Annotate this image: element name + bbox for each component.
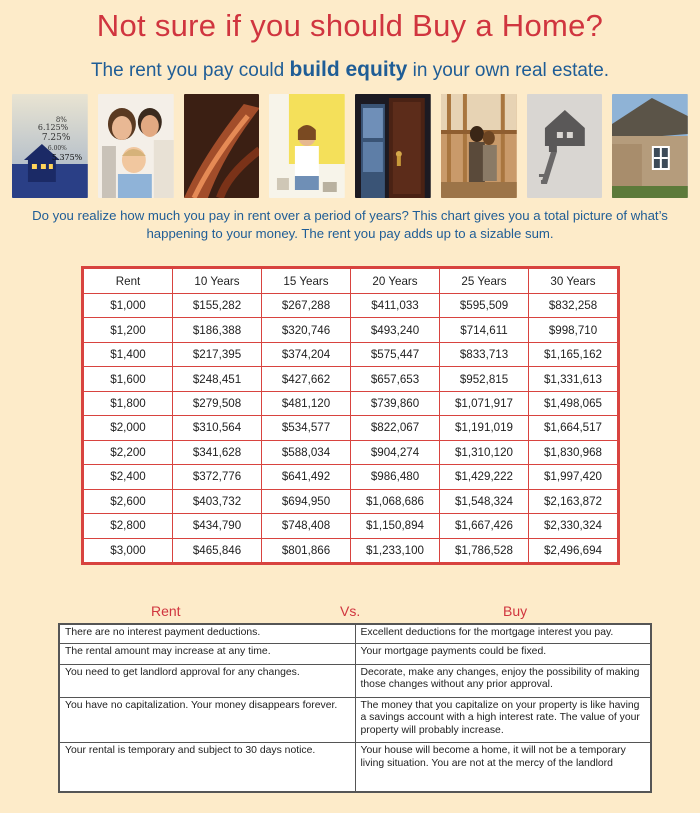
table-cell: $1,830,968 [529,440,618,464]
table-cell: $411,033 [351,294,440,318]
rent-table-header-cell: Rent [84,269,173,294]
photo-stone-house [612,94,688,198]
table-cell: $1,429,222 [440,465,529,489]
table-cell: $3,000 [84,538,173,562]
table-cell: $2,200 [84,440,173,464]
table-cell: $427,662 [262,367,351,391]
vs-heading: Vs. [340,603,361,619]
table-cell: $1,800 [84,391,173,415]
rent-heading: Rent [151,603,181,619]
photo-interest-rates [12,94,88,198]
table-cell: $641,492 [262,465,351,489]
table-cell: $493,240 [351,318,440,342]
table-cell: $1,068,686 [351,489,440,513]
rent-table-header-cell: 15 Years [262,269,351,294]
table-cell: $534,577 [262,416,351,440]
rent-table-header-cell: 20 Years [351,269,440,294]
table-cell: $986,480 [351,465,440,489]
table-cell: $657,653 [351,367,440,391]
table-cell: $1,071,917 [440,391,529,415]
rent-table-header-cell: 10 Years [173,269,262,294]
table-cell: $403,732 [173,489,262,513]
subtitle-part-1: The rent you pay could [90,60,290,81]
table-cell: $1,191,019 [440,416,529,440]
table-row [84,538,618,562]
photo-family [98,94,174,198]
table-cell: $588,034 [262,440,351,464]
table-cell: $1,165,162 [529,342,618,366]
rent-vs-buy-table [58,623,652,793]
table-cell: $952,815 [440,367,529,391]
rent-point: You need to get landlord approval for any changes. [60,664,356,697]
table-row [84,514,618,538]
table-cell: $822,067 [351,416,440,440]
table-cell: $998,710 [529,318,618,342]
comparison-row [60,664,651,697]
rent-point: Your rental is temporary and subject to 30 days notice. [60,743,356,792]
table-cell: $694,950 [262,489,351,513]
intro-paragraph: Do you realize how much you pay in rent over a period of years? This chart gives you a total picture of what’s happening to your money. The rent you pay adds up to a sizable sum. [32,208,668,241]
table-cell: $1,233,100 [351,538,440,562]
buy-point: Your mortgage payments could be fixed. [355,643,651,664]
subtitle-part-2: in your own real estate. [407,60,610,81]
rate-label: 8% [55,115,67,125]
table-cell: $1,600 [84,367,173,391]
table-cell: $1,498,065 [529,391,618,415]
table-cell: $374,204 [262,342,351,366]
comparison-row [60,743,651,792]
photo-staircase [184,94,260,198]
table-cell: $739,860 [351,391,440,415]
table-cell: $2,400 [84,465,173,489]
table-cell: $1,000 [84,294,173,318]
table-cell: $833,713 [440,342,529,366]
table-row [84,294,618,318]
rent-table-header-cell: 30 Years [529,269,618,294]
page-title: Not sure if you should Buy a Home? [96,8,604,43]
table-cell: $248,451 [173,367,262,391]
table-cell: $2,800 [84,514,173,538]
rent-point: The rental amount may increase at any time. [60,643,356,664]
table-row [84,342,618,366]
table-cell: $186,388 [173,318,262,342]
buy-heading: Buy [503,603,528,619]
rent-table-header-cell: 25 Years [440,269,529,294]
table-cell: $1,310,120 [440,440,529,464]
table-row [84,465,618,489]
table-cell: $434,790 [173,514,262,538]
table-cell: $372,776 [173,465,262,489]
rate-label: 6.125% [37,122,69,133]
rent-point: There are no interest payment deductions. [60,625,356,644]
table-cell: $465,846 [173,538,262,562]
table-cell: $832,258 [529,294,618,318]
photo-construction [441,94,517,198]
table-cell: $904,274 [351,440,440,464]
comparison-row [60,625,651,644]
table-cell: $310,564 [173,416,262,440]
table-row [84,440,618,464]
table-cell: $267,288 [262,294,351,318]
table-cell: $279,508 [173,391,262,415]
table-cell: $801,866 [262,538,351,562]
table-cell: $1,997,420 [529,465,618,489]
table-cell: $1,667,426 [440,514,529,538]
page-subtitle [0,58,700,82]
table-cell: $2,000 [84,416,173,440]
buy-point: Excellent deductions for the mortgage interest you pay. [355,625,651,644]
table-cell: $481,120 [262,391,351,415]
table-cell: $575,447 [351,342,440,366]
table-cell: $1,786,528 [440,538,529,562]
table-cell: $714,611 [440,318,529,342]
table-cell: $1,664,517 [529,416,618,440]
photo-house-key [527,94,603,198]
table-row [84,318,618,342]
rent-table [81,266,620,565]
buy-point: Your house will become a home, it will not be a temporary living situation. You are not at the mercy of the landlord [355,743,651,792]
table-cell: $2,330,324 [529,514,618,538]
photo-painting [269,94,345,198]
rate-label: 5.375% [51,152,83,163]
rent-table-header-row [84,269,618,294]
table-cell: $155,282 [173,294,262,318]
table-row [84,367,618,391]
table-cell: $1,548,324 [440,489,529,513]
table-row [84,489,618,513]
photo-front-door [355,94,431,198]
table-cell: $2,600 [84,489,173,513]
table-cell: $341,628 [173,440,262,464]
table-row [84,416,618,440]
comparison-row [60,697,651,743]
rate-label: 7.25% [41,132,71,144]
table-cell: $1,200 [84,318,173,342]
rate-label: 6.00% [47,144,67,153]
buy-point: The money that you capitalize on your property is like having a savings account with a high interest rate. The value of your property will probably increase. [355,697,651,743]
table-cell: $320,746 [262,318,351,342]
photo-strip [12,94,688,198]
table-cell: $595,509 [440,294,529,318]
table-cell: $1,400 [84,342,173,366]
table-cell: $1,150,894 [351,514,440,538]
table-cell: $217,395 [173,342,262,366]
buy-point: Decorate, make any changes, enjoy the possibility of making those changes without any prior approval. [355,664,651,697]
table-cell: $1,331,613 [529,367,618,391]
rent-point: You have no capitalization. Your money disappears forever. [60,697,356,743]
table-row [84,391,618,415]
table-cell: $2,163,872 [529,489,618,513]
subtitle-emphasis: build equity [289,58,408,81]
comparison-row [60,643,651,664]
table-cell: $748,408 [262,514,351,538]
table-cell: $2,496,694 [529,538,618,562]
